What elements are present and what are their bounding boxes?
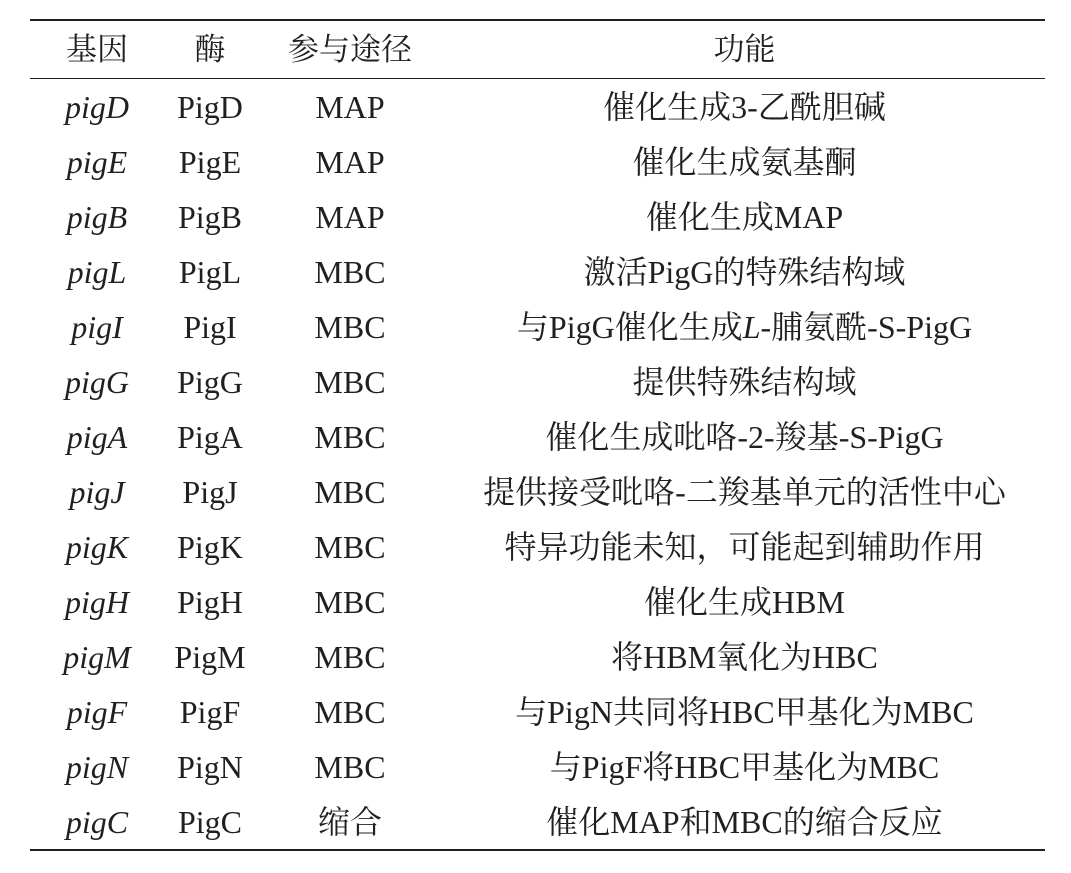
function-text-segment: 催化生成MAP — [645, 198, 844, 235]
enzyme-cell: PigH — [177, 583, 243, 620]
pathway-cell: MBC — [314, 253, 386, 290]
table-row — [30, 299, 1045, 354]
function-text-segment: 提供接受吡咯-二羧基单元的活性中心 — [483, 473, 1006, 510]
gene-function-table — [30, 19, 1045, 851]
function-text-segment: -脯氨酰-S-PigG — [760, 308, 973, 345]
header-enzyme: 酶 — [194, 32, 226, 67]
function-text-segment: 提供特殊结构域 — [632, 363, 857, 400]
pathway-cell: MAP — [315, 198, 385, 235]
function-cell — [444, 88, 1045, 125]
enzyme-cell: PigK — [177, 528, 243, 565]
function-text-segment: 特异功能未知，可能起到辅助作用 — [504, 528, 985, 565]
function-cell — [444, 748, 1045, 785]
table-row — [30, 189, 1045, 244]
function-text-segment: 催化MAP和MBC的缩合反应 — [546, 803, 943, 840]
pathway-cell: MBC — [314, 418, 386, 455]
function-text-segment: 激活PigG的特殊结构域 — [583, 253, 906, 290]
pathway-cell: MBC — [314, 363, 386, 400]
function-cell — [444, 473, 1045, 510]
enzyme-cell: PigM — [174, 638, 246, 675]
gene-cell: pigI — [71, 308, 123, 345]
table-row — [30, 464, 1045, 519]
gene-cell: pigE — [66, 143, 128, 180]
pathway-cell: MAP — [315, 143, 385, 180]
table-row — [30, 79, 1045, 134]
function-cell — [444, 418, 1045, 455]
function-cell — [444, 638, 1045, 675]
gene-cell: pigB — [66, 198, 128, 235]
function-text-segment: 催化生成3-乙酰胆碱 — [603, 88, 886, 125]
gene-cell: pigH — [65, 583, 129, 620]
pathway-cell: MBC — [314, 748, 386, 785]
header-gene: 基因 — [66, 32, 128, 67]
pathway-cell: MBC — [314, 528, 386, 565]
table-row — [30, 684, 1045, 739]
table-row — [30, 794, 1045, 849]
enzyme-cell: PigF — [179, 693, 241, 730]
function-cell — [444, 693, 1045, 730]
pathway-cell: MBC — [314, 583, 386, 620]
table-body — [30, 79, 1045, 849]
pathway-cell: MBC — [314, 693, 386, 730]
enzyme-cell: PigD — [177, 88, 243, 125]
function-text-segment: 催化生成HBM — [644, 583, 845, 620]
enzyme-cell: PigN — [177, 748, 243, 785]
gene-cell: pigG — [65, 363, 129, 400]
gene-cell: pigM — [63, 638, 131, 675]
enzyme-cell: PigL — [178, 253, 242, 290]
enzyme-cell: PigI — [183, 308, 237, 345]
table-row — [30, 244, 1045, 299]
table-row — [30, 409, 1045, 464]
table-row — [30, 739, 1045, 794]
table-row — [30, 134, 1045, 189]
enzyme-cell: PigE — [178, 143, 242, 180]
enzyme-cell: PigA — [177, 418, 243, 455]
function-cell — [444, 308, 1045, 345]
gene-cell: pigK — [65, 528, 129, 565]
table-row — [30, 629, 1045, 684]
function-text-segment: 催化生成氨基酮 — [632, 143, 857, 180]
function-cell — [444, 253, 1045, 290]
gene-cell: pigA — [66, 418, 128, 455]
function-text-segment: 与PigG催化生成 — [516, 308, 743, 345]
enzyme-cell: PigB — [177, 198, 243, 235]
pathway-cell: MAP — [315, 88, 385, 125]
enzyme-cell: PigJ — [182, 473, 238, 510]
gene-cell: pigD — [65, 88, 129, 125]
enzyme-cell: PigC — [177, 803, 243, 840]
function-text-segment: 将HBM氧化为HBC — [611, 638, 878, 675]
enzyme-cell: PigG — [177, 363, 243, 400]
table-row — [30, 354, 1045, 409]
pathway-cell: MBC — [314, 473, 386, 510]
function-cell — [444, 198, 1045, 235]
gene-cell: pigL — [67, 253, 127, 290]
pathway-cell: MBC — [314, 308, 386, 345]
pathway-cell: 缩合 — [317, 803, 382, 840]
pathway-cell: MBC — [314, 638, 386, 675]
table-row — [30, 519, 1045, 574]
gene-cell: pigJ — [69, 473, 125, 510]
function-cell — [444, 363, 1045, 400]
function-cell — [444, 528, 1045, 565]
function-cell — [444, 143, 1045, 180]
gene-cell: pigN — [65, 748, 129, 785]
gene-cell: pigC — [65, 803, 129, 840]
function-cell — [444, 803, 1045, 840]
function-text-segment: 与PigN共同将HBC甲基化为MBC — [515, 693, 974, 730]
table-row — [30, 574, 1045, 629]
function-cell — [444, 583, 1045, 620]
table-header-row — [30, 21, 1045, 79]
function-text-segment: L — [742, 308, 761, 345]
header-pathway: 参与途径 — [288, 32, 412, 67]
function-text-segment: 催化生成吡咯-2-羧基-S-PigG — [545, 418, 944, 455]
gene-cell: pigF — [66, 693, 128, 730]
header-function: 功能 — [713, 32, 776, 67]
function-text-segment: 与PigF将HBC甲基化为MBC — [549, 748, 940, 785]
